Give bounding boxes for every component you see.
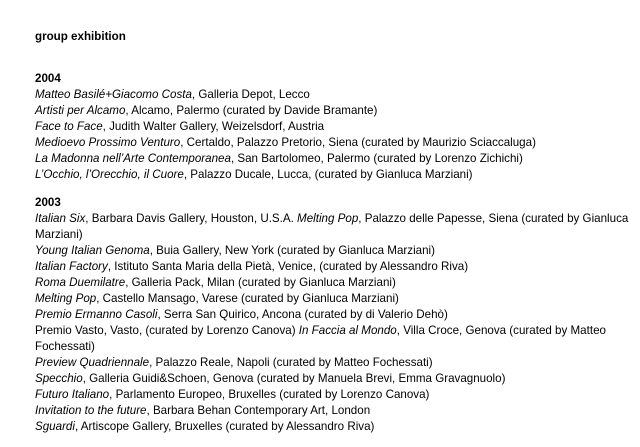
exhibition-details: , Barbara Davis Gallery, Houston, U.S.A. — [85, 212, 298, 225]
exhibition-details: , Buia Gallery, New York (curated by Gianluca Marziani) — [149, 244, 435, 257]
exhibition-title: Matteo Basilé+Giacomo Costa — [35, 88, 192, 101]
year-heading: 2003 — [35, 196, 61, 209]
exhibition-title: Futuro Italiano — [35, 388, 110, 401]
year-section — [35, 71, 630, 183]
exhibition-list — [35, 71, 630, 435]
exhibition-title: Preview Quadriennale — [35, 356, 150, 369]
exhibition-entry — [35, 135, 630, 151]
exhibition-title: Melting Pop — [35, 292, 97, 305]
exhibition-entry — [35, 103, 630, 119]
exhibition-title: Face to Face — [35, 120, 103, 133]
exhibition-entry — [35, 243, 630, 259]
exhibition-details: , Galleria Pack, Milan (curated by Gianluca Marziani) — [125, 276, 396, 289]
exhibition-title: Roma Duemilatre — [35, 276, 126, 289]
exhibition-title: Young Italian Genoma — [35, 244, 150, 257]
exhibition-title: La Madonna nell’Arte Contemporanea — [35, 152, 231, 165]
exhibition-details: , Certaldo, Palazzo Pretorio, Siena (curated by Maurizio Sciaccaluga) — [180, 136, 536, 149]
exhibition-entry — [35, 323, 630, 355]
exhibition-details: , Galleria Depot, Lecco — [191, 88, 310, 101]
exhibition-entry — [35, 259, 630, 275]
exhibition-entry — [35, 211, 630, 243]
exhibition-entry — [35, 307, 630, 323]
exhibition-details: Premio Vasto — [35, 324, 104, 337]
exhibition-entry — [35, 387, 630, 403]
exhibition-title: Medioevo Prossimo Venturo — [35, 136, 181, 149]
exhibition-title: Italian Six — [35, 212, 86, 225]
exhibition-entry — [35, 371, 630, 387]
exhibition-title: L’Occhio, l’Orecchio, il Cuore — [35, 168, 184, 181]
page-title: group exhibition — [35, 30, 126, 43]
exhibition-title: Melting Pop — [297, 212, 359, 225]
exhibition-entry — [35, 419, 630, 435]
exhibition-details: , San Bartolomeo, Palermo (curated by Lorenzo Zichichi) — [230, 152, 523, 165]
year-section — [35, 195, 630, 435]
exhibition-entry — [35, 87, 630, 103]
exhibition-details: , Serra San Quirico, Ancona (curated by di Valerio Dehò) — [157, 308, 448, 321]
exhibition-entry — [35, 355, 630, 371]
exhibition-entry — [35, 275, 630, 291]
exhibition-details: , Palazzo Ducale, Lucca, (curated by Gianluca Marziani) — [183, 168, 473, 181]
exhibition-title: In Faccia al Mondo — [298, 324, 397, 337]
exhibition-details: , Villa Croce, Genova (curated by Matteo Fochessati) — [35, 324, 606, 353]
exhibition-title: Sguardi — [35, 420, 75, 433]
exhibition-title: Artisti per Alcamo — [35, 104, 126, 117]
exhibition-details: , Castello Mansago, Varese (curated by Gianluca Marziani) — [96, 292, 399, 305]
exhibition-details: , Parlamento Europeo, Bruxelles (curated by Lorenzo Canova) — [109, 388, 430, 401]
exhibition-entry — [35, 151, 630, 167]
exhibition-entry — [35, 119, 630, 135]
exhibition-entry — [35, 403, 630, 419]
exhibition-title: Invitation to the future — [35, 404, 147, 417]
exhibition-entry — [35, 167, 630, 183]
exhibition-details: , Alcamo, Palermo (curated by Davide Bramante) — [125, 104, 378, 117]
exhibition-title: Premio Ermanno Casoli — [35, 308, 158, 321]
exhibition-title: Specchio — [35, 372, 83, 385]
exhibition-details: , Palazzo Reale, Napoli (curated by Matteo Fochessati) — [149, 356, 433, 369]
exhibition-details: , Artiscope Gallery, Bruxelles (curated by Alessandro Riva) — [74, 420, 375, 433]
document-page — [35, 29, 630, 447]
exhibition-details: , Galleria Guidi&Schoen, Genova (curated by Manuela Brevi, Emma Gravagnuolo) — [82, 372, 506, 385]
exhibition-details: , Istituto Santa Maria della Pietà, Venice, (curated by Alessandro Riva) — [107, 260, 469, 273]
exhibition-details: , Vasto, (curated by Lorenzo Canova) — [103, 324, 299, 337]
exhibition-details: , Palazzo delle Papesse, Siena (curated by Gianluca Marziani) — [35, 212, 629, 241]
exhibition-title: Italian Factory — [35, 260, 108, 273]
year-heading: 2004 — [35, 72, 61, 85]
exhibition-details: , Judith Walter Gallery, Weizelsdorf, Austria — [102, 120, 325, 133]
exhibition-details: , Barbara Behan Contemporary Art, London — [146, 404, 371, 417]
exhibition-entry — [35, 291, 630, 307]
